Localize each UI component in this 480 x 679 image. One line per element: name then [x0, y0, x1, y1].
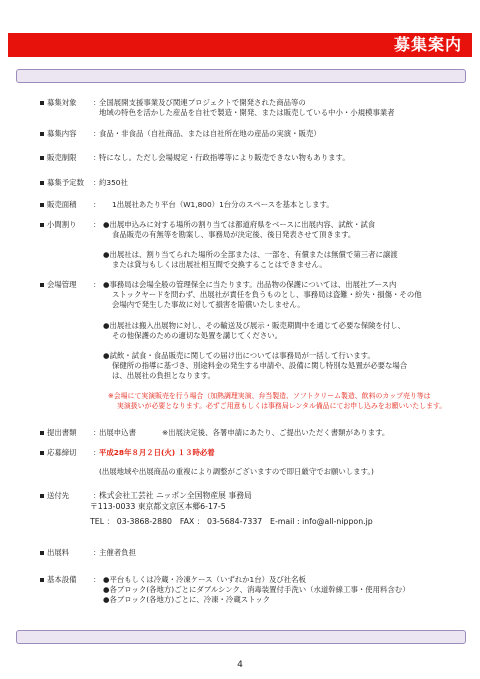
colon: ： [93, 129, 101, 138]
colon: ： [93, 448, 101, 457]
colon: ： [93, 178, 101, 187]
square-bullet-icon [40, 101, 44, 105]
management-bullet3-line3: は、出展社の負担となります。 [112, 371, 215, 380]
allocation-bullet2-line2: または貸与もしくは出展社相互間で交換することはできません。 [112, 260, 327, 269]
allocation-label: 小間割り [47, 220, 77, 229]
colon: ： [93, 575, 101, 584]
allocation-bullet1-line2: 食品販売の有無等を勘案し、事務局が決定後、後日発表させて頂きます。 [112, 230, 356, 239]
equipment-line3: ●各ブロック(各地方)ごとに、冷凍・冷蔵ストック [103, 595, 271, 604]
management-bullet3-line2: 保健所の指導に基づき、別途料金の発生する申請や、設備に関し特別な処置が必要な場合 [112, 361, 408, 370]
allocation-bullet1-line1: ●出展申込みに対する場所の割り当ては都道府県をベースに出展内容、試飲・試食 [103, 220, 376, 229]
management-bullet1-line2: ストックヤードを問わず、出展社が責任を負うものとし、事務局は盗難・紛失・損傷・その他 [112, 290, 422, 299]
documents-label: 提出書類 [47, 428, 77, 437]
area-label: 販売面積 [47, 200, 77, 209]
sendto-label: 送付先 [47, 491, 70, 500]
fee-label: 出展料 [47, 548, 70, 557]
square-bullet-icon [40, 181, 44, 185]
documents-note: ※出展決定後、各署申請にあたり、ご提出いただく書類があります。 [162, 428, 390, 437]
allocation-bullet2-line1: ●出展社は、割り当てられた場所の全部または、一部を、有償または無償で第三者に譲渡 [103, 250, 398, 259]
page-number: 4 [237, 660, 243, 670]
colon: ： [93, 428, 101, 437]
area-value: 1出展社あたり平台（W1,800）1台分のスペースを基本とします。 [112, 200, 334, 209]
colon: ： [93, 220, 101, 229]
management-bullet1-line3: 会場内で発生した事故に対して損害を賠償いたしません。 [112, 300, 305, 309]
target-line2: 地域の特色を活かした産品を自社で製造・開発、または販売している中小・小規模事業者 [99, 108, 395, 117]
colon: ： [93, 153, 101, 162]
fee-value: 主催者負担 [99, 548, 136, 557]
documents-value: 出展申込書 [99, 428, 136, 437]
sendto-address: 〒113-0033 東京都文京区本郷6-17-5 [90, 502, 226, 511]
page-title: 募集案内 [393, 35, 462, 54]
management-bullet1-line1: ●事務局は会場全般の管理保全に当たります。出品物の保護については、出展社ブース内 [103, 280, 397, 289]
management-note-line2: 実演扱いが必要となります。必ずご用意もしくは事務局レンタル備品にてお申し込みをお願いいたします。 [117, 402, 447, 410]
colon: ： [93, 98, 101, 107]
square-bullet-icon [40, 156, 44, 160]
management-bullet3-line1: ●試飲・試食・食品販売に関しての届け出については事務局が一括して行います。 [103, 351, 375, 360]
content-value: 食品・非食品（自社商品、または自社所在地の産品の実演・販売） [99, 129, 321, 138]
management-label: 会場管理 [47, 280, 77, 289]
square-bullet-icon [40, 578, 44, 582]
bottom-divider [16, 630, 466, 644]
square-bullet-icon [40, 451, 44, 455]
deadline-value: 平成28年８月２日(火) １３時必着 [99, 448, 215, 457]
equipment-line2: ●各ブロック(各地方)ごとにダブルシンク、消毒装置付手洗い（水道幹線工事・使用料含む） [103, 585, 410, 594]
management-bullet2-line1: ●出展社は搬入出展物に対し、その輸送及び展示・販売期間中を通じて必要な保険を付し、 [103, 321, 406, 330]
restriction-value: 特になし。ただし会場規定・行政指導等により販売できない物もあります。 [99, 153, 350, 162]
restriction-label: 販売制限 [47, 153, 77, 162]
square-bullet-icon [40, 551, 44, 555]
target-line1: 全国展開支援事業及び関連プロジェクトで開発された商品等の [99, 98, 306, 107]
colon: ： [93, 491, 101, 500]
management-bullet2-line2: その他保護のための適切な処置を講じてください。 [112, 331, 282, 340]
management-note-line1: ※会場にて実演販売を行う場合（加熱調理実演、弁当製造、ソフトクリーム製造、飲料のカップ売り等は [108, 392, 431, 400]
deadline-note: (出展地域や出展商品の重複により調整がございますので即日厳守でお願いします。) [99, 467, 374, 476]
content-label: 募集内容 [47, 129, 77, 138]
equipment-label: 基本設備 [47, 575, 77, 584]
square-bullet-icon [40, 283, 44, 287]
sendto-company: 株式会社工芸社 ニッポン全国物産展 事務局 [99, 491, 252, 500]
square-bullet-icon [40, 132, 44, 136]
target-section [0, 98, 480, 122]
target-label: 募集対象 [47, 98, 77, 107]
square-bullet-icon [40, 203, 44, 207]
count-value: 約350社 [99, 178, 128, 187]
colon: ： [93, 280, 101, 289]
sendto-contact: TEL ： 03-3868-2880 FAX ： 03-5684-7337 E-mail : info@all-nippon.jp [90, 517, 373, 526]
colon: ： [93, 548, 101, 557]
count-label: 募集予定数 [47, 178, 84, 187]
square-bullet-icon [40, 494, 44, 498]
square-bullet-icon [40, 223, 44, 227]
equipment-line1: ●平台もしくは冷蔵・冷凍ケース（いずれか1台）及び社名板 [103, 575, 306, 584]
colon: ： [93, 200, 101, 209]
deadline-label: 応募締切 [47, 448, 77, 457]
square-bullet-icon [40, 431, 44, 435]
